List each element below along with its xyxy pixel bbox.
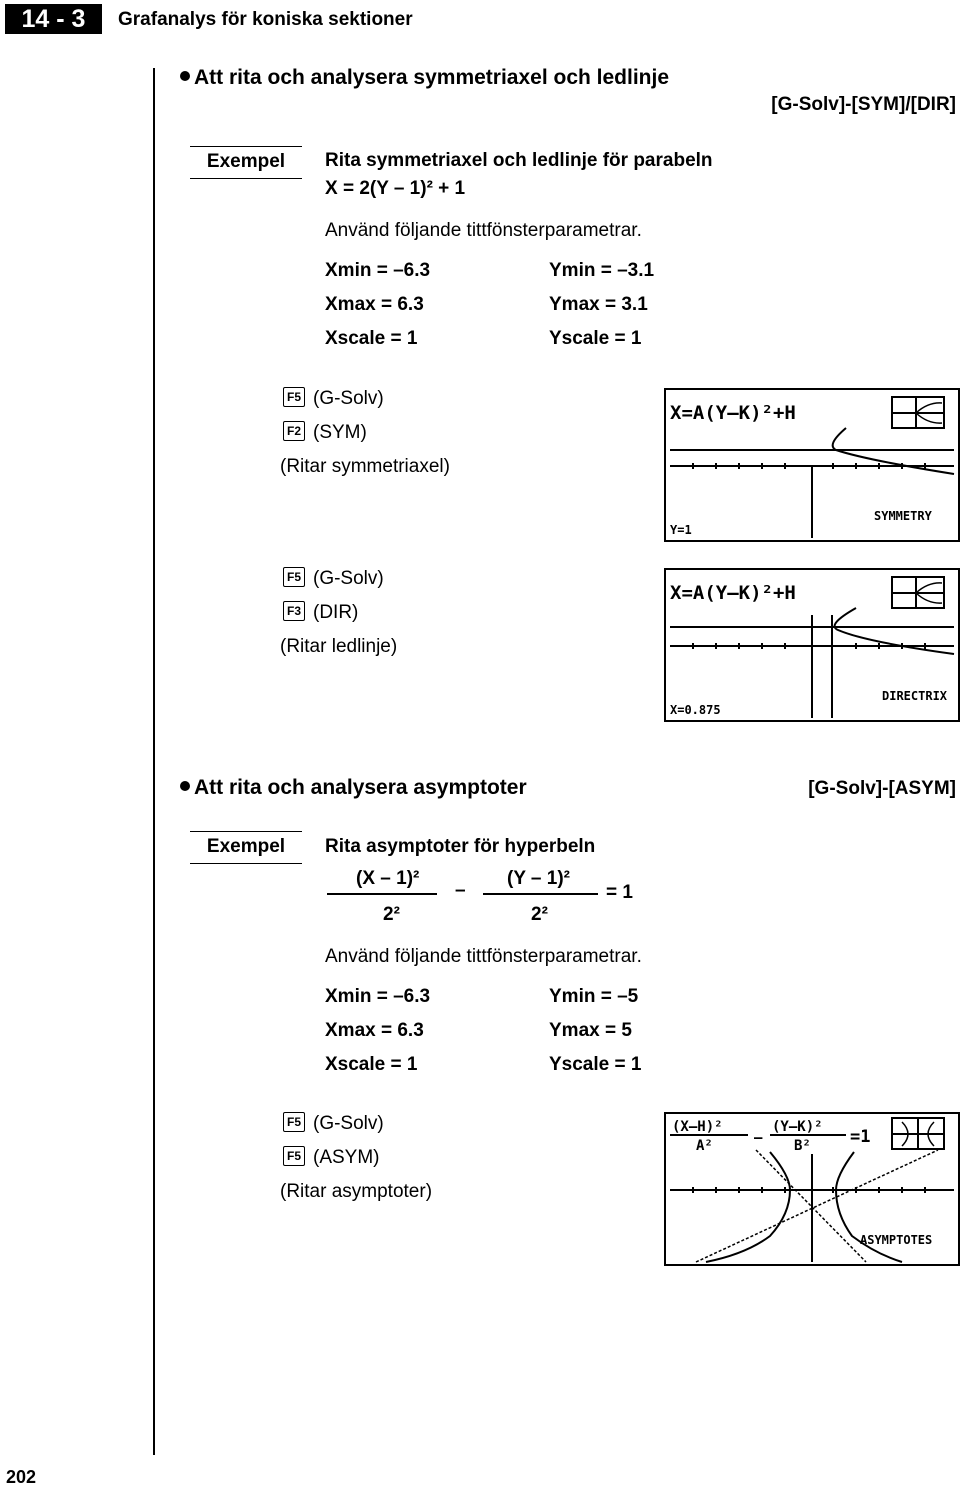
f2-key-icon: F2 — [283, 421, 305, 441]
screen-fraction2-den: B² — [794, 1138, 811, 1154]
graph-mode-icon — [892, 1118, 944, 1149]
screen-readout: Y=1 — [670, 523, 692, 537]
screen-label-directrix: DIRECTRIX — [882, 689, 948, 703]
f5-key-icon: F5 — [283, 1112, 305, 1132]
equals-one: = 1 — [606, 882, 633, 903]
screen-label-asymptotes: ASYMPTOTES — [860, 1233, 933, 1247]
fraction2-denominator: 2² — [531, 904, 548, 925]
step-text: (G-Solv) — [313, 1113, 384, 1134]
section2-title-text: Att rita och analysera asymptoter — [194, 776, 527, 799]
graph-mode-icon — [892, 397, 944, 428]
fraction1-bar — [327, 893, 437, 895]
screen-graph — [666, 1114, 958, 1264]
param-xmin: Xmin = –6.3 — [325, 260, 431, 281]
section1-title — [180, 66, 669, 90]
screen-fraction2-num: (Y–K)² — [772, 1119, 823, 1135]
screen-minus: – — [754, 1130, 763, 1146]
chapter-title: Grafanalys för koniska sektioner — [118, 9, 413, 30]
param-xscale: Xscale = 1 — [325, 1054, 418, 1075]
fraction1-numerator: (X – 1)² — [356, 868, 420, 889]
screen-fraction1-num: (X–H)² — [672, 1119, 723, 1135]
step-gsolv-2 — [283, 568, 384, 590]
f5-key-icon: F5 — [283, 567, 305, 587]
params-intro: Använd följande tittfönsterparametrar. — [325, 946, 642, 967]
param-xmax: Xmax = 6.3 — [325, 294, 424, 315]
minus-sign: – — [455, 880, 466, 901]
param-ymin: Ymin = –5 — [549, 986, 639, 1007]
step-text: (G-Solv) — [313, 568, 384, 589]
screen-graph — [666, 390, 958, 540]
margin-rule — [153, 68, 155, 1455]
f3-key-icon: F3 — [283, 601, 305, 621]
step-sym — [283, 422, 367, 444]
f5-key-icon: F5 — [283, 387, 305, 407]
step-gsolv — [283, 388, 384, 410]
param-xscale: Xscale = 1 — [325, 328, 418, 349]
param-xmax: Xmax = 6.3 — [325, 1020, 424, 1041]
bullet-icon — [180, 781, 190, 791]
section1-title-text: Att rita och analysera symmetriaxel och ledlinje — [194, 66, 670, 89]
section-number-badge: 14 - 3 — [5, 4, 102, 34]
param-yscale: Yscale = 1 — [549, 1054, 642, 1075]
param-xmin: Xmin = –6.3 — [325, 986, 431, 1007]
screen-graph — [666, 570, 958, 720]
graph-mode-icon — [892, 577, 944, 608]
calculator-screen-directrix — [664, 568, 960, 722]
parabola-curve — [835, 608, 954, 654]
step-text: (ASYM) — [313, 1147, 380, 1168]
screen-formula: X=A(Y–K)²+H — [670, 402, 796, 424]
calculator-screen-symmetry — [664, 388, 960, 542]
step-text: (G-Solv) — [313, 388, 384, 409]
screen-equals: =1 — [850, 1127, 871, 1147]
step-gsolv-3 — [283, 1113, 384, 1135]
param-ymax: Ymax = 5 — [549, 1020, 632, 1041]
step-note: (Ritar ledlinje) — [280, 636, 398, 657]
screen-readout: X=0.875 — [670, 703, 721, 717]
hyperbola-left-branch — [706, 1152, 790, 1262]
calculator-screen-asymptotes — [664, 1112, 960, 1266]
screen-formula: X=A(Y–K)²+H — [670, 582, 796, 604]
fraction2-numerator: (Y – 1)² — [507, 868, 571, 889]
step-note: (Ritar asymptoter) — [280, 1181, 433, 1202]
section2-keyref: [G-Solv]-[ASYM] — [808, 778, 956, 799]
param-ymin: Ymin = –3.1 — [549, 260, 655, 281]
f5-key-icon: F5 — [283, 1146, 305, 1166]
example-label: Exempel — [190, 146, 302, 179]
step-note: (Ritar symmetriaxel) — [280, 456, 450, 477]
fraction1-denominator: 2² — [383, 904, 400, 925]
task-line: Rita symmetriaxel och ledlinje för parabeln — [325, 150, 713, 171]
param-ymax: Ymax = 3.1 — [549, 294, 648, 315]
screen-fraction1-den: A² — [696, 1138, 713, 1154]
step-asym — [283, 1147, 380, 1169]
section1-keyref: [G-Solv]-[SYM]/[DIR] — [771, 94, 956, 115]
params-intro: Använd följande tittfönsterparametrar. — [325, 220, 642, 241]
fraction2-bar — [483, 893, 598, 895]
section2-title — [180, 776, 527, 800]
page-number: 202 — [6, 1467, 37, 1487]
example-label: Exempel — [190, 831, 302, 864]
step-text: (DIR) — [313, 602, 359, 623]
step-text: (SYM) — [313, 422, 367, 443]
param-yscale: Yscale = 1 — [549, 328, 642, 349]
parabola-equation: X = 2(Y – 1)² + 1 — [325, 178, 466, 199]
step-dir — [283, 602, 358, 624]
bullet-icon — [180, 71, 190, 81]
task-line: Rita asymptoter för hyperbeln — [325, 836, 596, 857]
screen-label-symmetry: SYMMETRY — [874, 509, 932, 523]
